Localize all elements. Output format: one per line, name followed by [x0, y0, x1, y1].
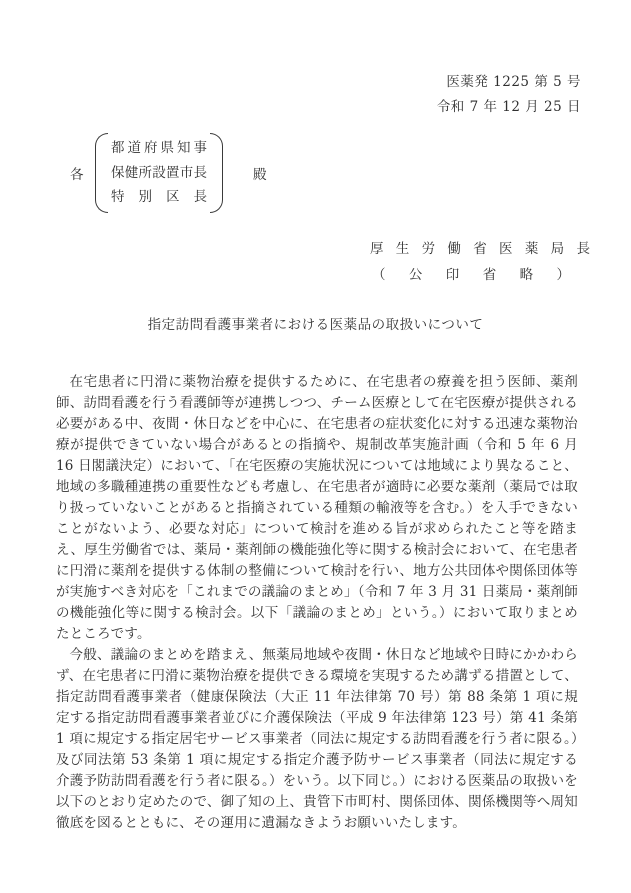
document-date: 令和 7 年 12 月 25 日 — [436, 99, 581, 115]
recipient-list — [108, 136, 210, 210]
body-text — [56, 372, 578, 834]
document-meta — [437, 70, 581, 120]
sender-title: 厚生労働省医薬局長 — [370, 241, 590, 257]
recipient-special-ward-mayor: 特別区長 — [111, 189, 207, 206]
subject-title: 指定訪問看護事業者における医薬品の取扱いについて — [147, 317, 484, 333]
body-paragraph-2: 今般、議論のまとめを踏まえ、無薬局地域や夜間・休日など地域や日時にかかわらず、在宅患者に円滑に薬物治療を提供できる環境を実現するため講ずる措置として、指定訪問看護事業者（健康保険法（大正 11 年法律第 70 号）第 88 条第 1 項に規定する指定訪問看護事業者並びに介護保険法（平成 9 年法律第 123 号）第 41 条第 1 項に規定する指定居宅サービス事業者（同法に規定する訪問看護を行う者に限る。）及び同法第 53 条第 1 項に規定する指定介護予防サービス事業者（同法に規定する介護予防訪問看護を行う者に限る。）をいう。以下同じ。）における医薬品の取扱いを以下のとおり定めたので、御了知の上、貴管下市町村、関係団体、関係機関等へ周知徹底を図るとともに、その運用に遺漏なきようお願いいたします。 — [56, 647, 578, 831]
body-paragraph-1: 在宅患者に円滑に薬物治療を提供するために、在宅患者の療養を担う医師、薬剤師、訪問看護を行う看護師等が連携しつつ、チーム医療として在宅医療が提供される必要がある中、夜間・休日などを中心に、在宅患者の症状変化に対する迅速な薬物治療が提供できていない場合があるとの指摘や、規制改革実施計画（令和 5 年 6 月 16 日閣議決定）において、「在宅医療の実施状況については地域により異なること、地域の多職種連携の重要性なども考慮し、在宅患者が適時に必要な薬剤（薬局では取り扱っていないことがあると指摘されている種類の輸液等を含む。）を入手できないことがないよう、必要な対応」について検討を進める旨が求められたこと等を踏まえ、厚生労働省では、薬局・薬剤師の機能強化等に関する検討会において、在宅患者に円滑に薬剤を提供する体制の整備について検討を行い、地方公共団体や関係団体等が実施すべき対応を「これまでの議論のまとめ」（令和 7 年 3 月 31 日薬局・薬剤師の機能強化等に関する検討会。以下「議論のまとめ」という。）において取りまとめたところです。 — [56, 374, 578, 642]
bracket-left-decoration — [95, 133, 108, 213]
bracket-right-decoration — [210, 133, 223, 213]
addressee-block — [70, 133, 267, 213]
recipient-health-center-city-mayor: 保健所設置市長 — [111, 164, 207, 181]
sender-block — [370, 237, 590, 288]
addressee-prefix: 各 — [70, 167, 84, 183]
addressee-honorific: 殿 — [253, 167, 267, 183]
recipient-prefectural-governor: 都道府県知事 — [111, 140, 207, 157]
seal-omitted-note: （公印省略） — [372, 266, 570, 283]
document-number: 医薬発 1225 第 5 号 — [446, 74, 581, 90]
